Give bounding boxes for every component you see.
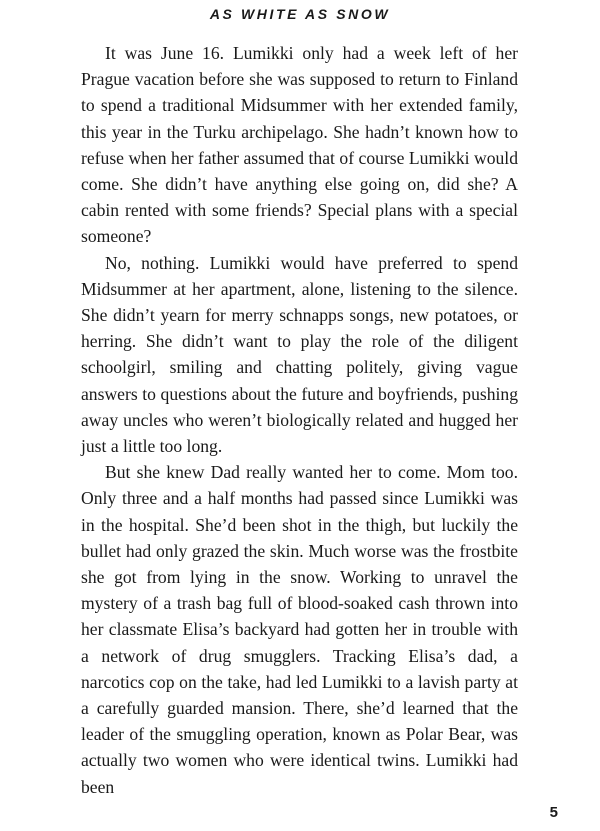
page-number: 5	[549, 804, 558, 821]
running-head: AS WHITE AS SNOW	[209, 6, 391, 22]
paragraph-3: But she knew Dad really wanted her to come. Mom too. Only three and a half months had passed since Lumikki was in the hospital. She’d been shot in the thigh, but luckily the bullet had only grazed the skin. Much worse was the frostbite she got from lying in the snow. Working to unravel the mystery of a trash bag full of blood-soaked cash thrown into her classmate Elisa’s backyard had gotten her in trouble with a network of drug smugglers. Tracking Elisa’s dad, a narcotics cop on the take, had led Lumikki to a lavish party at a carefully guarded mansion. There, she’d learned that the leader of the smuggling operation, known as Polar Bear, was actually two women who were identical twins. Lumikki had been	[81, 462, 518, 797]
body-text	[81, 40, 518, 800]
paragraph-1: It was June 16. Lumikki only had a week left of her Prague vacation before she was supposed to return to Finland to spend a traditional Midsummer with her extended family, this year in the Turku archipelago. She hadn’t known how to refuse when her father assumed that of course Lumikki would come. She didn’t have anything else going on, did she? A cabin rented with some friends? Special plans with a special someone?	[81, 43, 518, 247]
paragraph-2: No, nothing. Lumikki would have preferred to spend Midsummer at her apartment, alone, listening to the silence. She didn’t yearn for merry schnapps songs, new potatoes, or herring. She didn’t want to play the role of the diligent schoolgirl, smiling and chatting politely, giving vague answers to questions about the future and boyfriends, pushing away uncles who weren’t biologically related and hugged her just a little too long.	[81, 252, 518, 457]
